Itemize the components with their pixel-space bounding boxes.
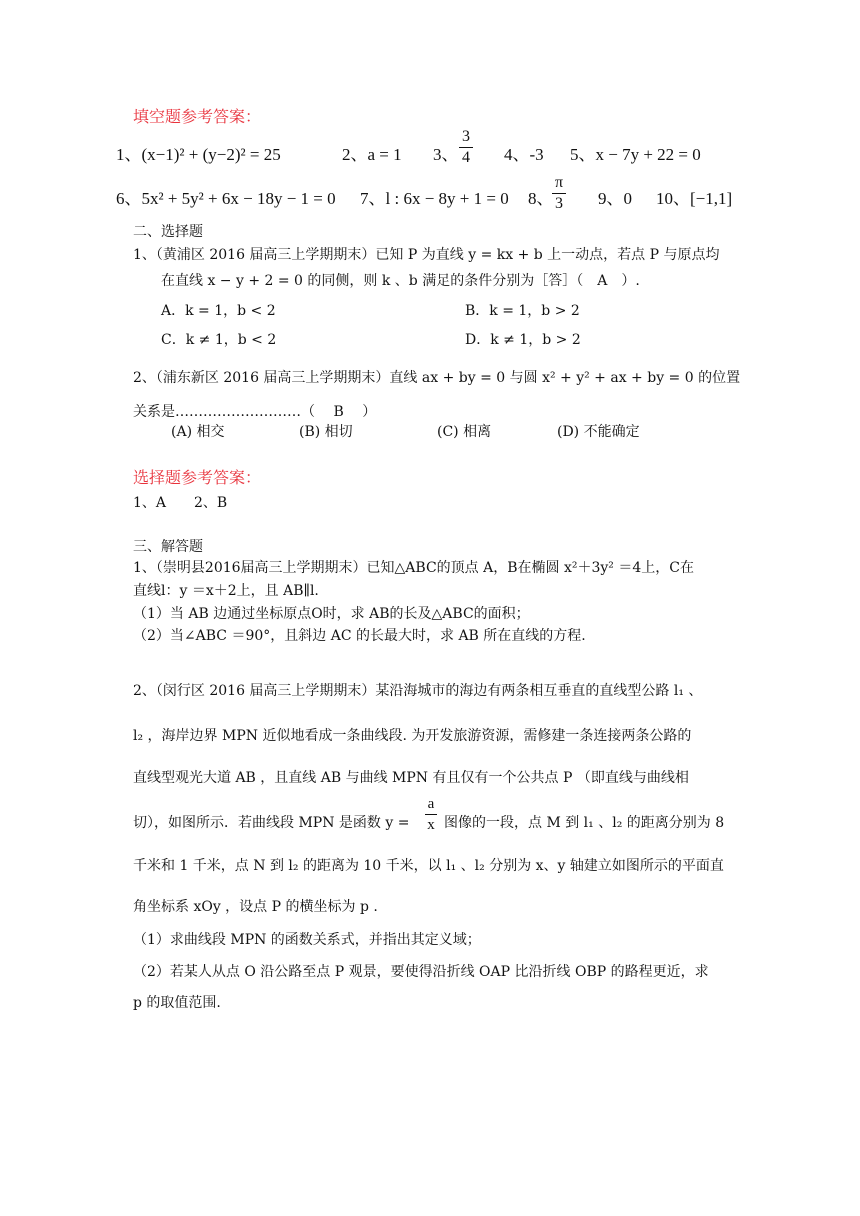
answer-number: 2、 — [342, 145, 368, 164]
solve-q2-line6: 角坐标系 xOy ，设点 P 的横坐标为 p . — [133, 899, 378, 915]
solve-q1-line2: 直线l：y ＝x＋2上，且 AB∥l. — [133, 583, 319, 599]
fraction-denominator: 3 — [555, 195, 563, 212]
choice-q1-line1: 1、（黄浦区 2016 届高三上学期期末）已知 P 为直线 y = kx + b 上一动点，若点 P 与原点均 — [133, 247, 720, 263]
choice-q1-option-b: B．k = 1，b > 2 — [465, 303, 580, 319]
solve-q2-line1: 2、（闵行区 2016 届高三上学期期末）某沿海城市的海边有两条相互垂直的直线型公路 l₁ 、 — [133, 683, 703, 699]
choice-q1-option-d: D．k ≠ 1，b > 2 — [465, 332, 581, 348]
fraction-denominator: 4 — [462, 149, 470, 166]
fraction-numerator: 3 — [462, 128, 470, 145]
answer-number: 1、 — [116, 145, 142, 164]
answer-value: x − 7y + 22 = 0 — [595, 145, 701, 164]
fill-answer-7 — [360, 184, 509, 209]
fraction-denominator: x — [427, 817, 435, 833]
answer-number: 9、 — [598, 189, 624, 208]
fill-answer-6 — [116, 184, 336, 209]
solve-q2-line7: （1）求曲线段 MPN 的函数关系式，并指出其定义域； — [133, 932, 481, 948]
answer-value: 0 — [623, 189, 632, 208]
fill-answer-10 — [656, 184, 732, 209]
choice-q2-option-a: (A) 相交 — [171, 424, 225, 440]
solve-q2-line5: 千米和 1 千米，点 N 到 l₂ 的距离为 10 千米，以 l₁ 、l₂ 分别为 x、y 轴建立如图所示的平面直 — [133, 858, 724, 874]
fraction-bar — [459, 147, 473, 148]
fill-answer-4 — [504, 140, 544, 165]
answer-value: [−1,1] — [690, 189, 733, 208]
solve-q2-line2: l₂ ，海岸边界 MPN 近似地看成一条曲线段. 为开发旅游资源，需修建一条连接两条公路的 — [133, 728, 692, 744]
solve-q2-fraction — [425, 795, 437, 834]
solve-q2-line9: p 的取值范围. — [133, 995, 221, 1011]
answer-value: -3 — [529, 145, 544, 164]
answer-value: l : 6x − 8y + 1 = 0 — [385, 189, 509, 208]
choice-section-title: 二、选择题 — [133, 224, 203, 240]
answer-number: 7、 — [360, 189, 386, 208]
choice-answers-heading: 选择题参考答案： — [133, 468, 262, 487]
choice-q1-option-a: A．k = 1，b < 2 — [161, 303, 276, 319]
fill-answers-heading: 填空题参考答案： — [133, 107, 262, 126]
answer-value: a = 1 — [367, 145, 402, 164]
choice-q2-option-d: (D) 不能确定 — [557, 424, 640, 440]
answer-number: 5、 — [570, 145, 596, 164]
answer-value: (x−1)² + (y−2)² = 25 — [141, 145, 281, 164]
fill-answer-9 — [598, 184, 632, 209]
solve-q2-line8: （2）若某人从点 O 沿公路至点 P 观景，要使得沿折线 OAP 比沿折线 OBP 的路程更近，求 — [133, 964, 709, 980]
choice-q2-line1: 2、（浦东新区 2016 届高三上学期期末）直线 ax + by = 0 与圆 x² + y² + ax + by = 0 的位置 — [133, 370, 741, 386]
solve-q1-line3: （1）当 AB 边通过坐标原点O时，求 AB的长及△ABC的面积； — [133, 606, 530, 622]
fill-answer-5 — [570, 140, 701, 165]
solve-q2-line4a: 切），如图所示．若曲线段 MPN 是函数 y = — [133, 815, 410, 831]
fraction-numerator: π — [554, 174, 564, 191]
fill-answer-2 — [342, 140, 402, 165]
fraction-numerator: a — [427, 796, 435, 812]
fraction-bar — [425, 814, 437, 815]
choice-q2-option-b: (B) 相切 — [299, 424, 353, 440]
choice-q1-line2: 在直线 x − y + 2 = 0 的同侧，则 k 、b 满足的条件分别为［答］（ A ）. — [161, 273, 640, 289]
solve-q2-line4b: 图像的一段，点 M 到 l₁ 、l₂ 的距离分别为 8 — [444, 815, 725, 831]
answer-number: 10、 — [656, 189, 690, 208]
answer-number: 6、 — [116, 189, 142, 208]
solve-q1-line1: 1、（崇明县2016届高三上学期期末）已知△ABC的顶点 A，B在椭圆 x²＋3y² ＝4上，C在 — [133, 560, 694, 576]
choice-q2-line2: 关系是………………………（ B ） — [133, 404, 377, 420]
fraction-bar — [552, 193, 566, 194]
answer-value: 5x² + 5y² + 6x − 18y − 1 = 0 — [141, 189, 336, 208]
fill-answer-3-number: 3、 — [433, 145, 459, 164]
fill-answer-3-fraction — [459, 128, 473, 167]
fill-answer-8-number: 8、 — [528, 189, 554, 208]
answer-number: 4、 — [504, 145, 530, 164]
fill-answer-1 — [116, 140, 281, 165]
fill-answer-8-fraction — [552, 174, 566, 213]
solve-section-title: 三、解答题 — [133, 539, 203, 555]
solve-q2-line3: 直线型观光大道 AB ，且直线 AB 与曲线 MPN 有且仅有一个公共点 P （即直线与曲线相 — [133, 770, 689, 786]
choice-q1-option-c: C．k ≠ 1，b < 2 — [161, 332, 277, 348]
choice-answers-text: 1、A 2、B — [133, 495, 228, 511]
choice-q2-option-c: (C) 相离 — [437, 424, 492, 440]
solve-q1-line4: （2）当∠ABC ＝90°，且斜边 AC 的长最大时，求 AB 所在直线的方程. — [133, 628, 586, 644]
